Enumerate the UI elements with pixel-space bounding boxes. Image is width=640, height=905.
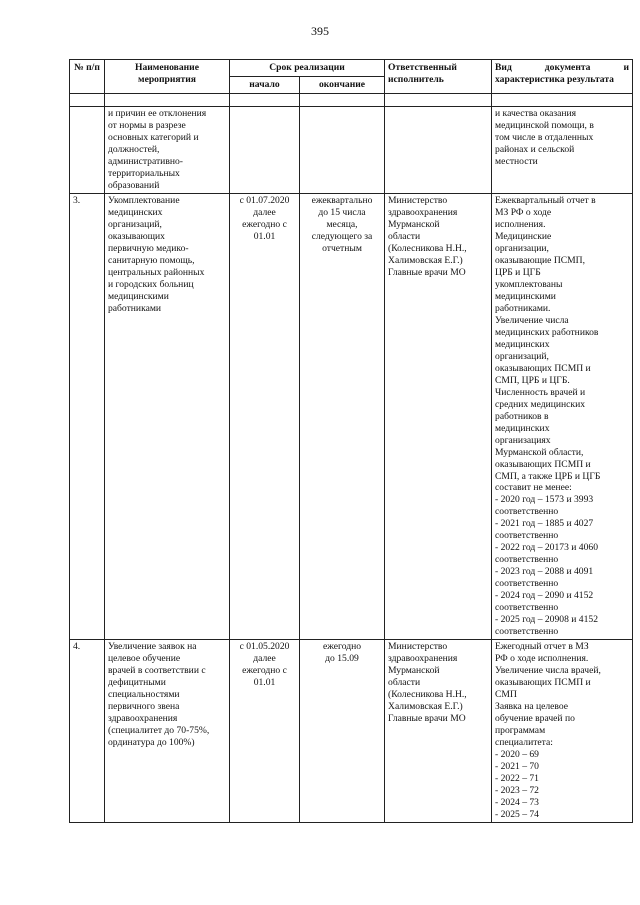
cell-line: области	[388, 230, 421, 242]
cell-line: Укомплектование	[108, 194, 180, 206]
cell-line: работниками.	[495, 302, 551, 314]
header-name: Наименование мероприятия	[105, 60, 230, 94]
cell-line: - 2024 – 73	[495, 797, 539, 809]
row-document	[492, 640, 633, 823]
cell-line: ежеквартально	[311, 194, 373, 206]
cell-line: врачей в соответствии с	[108, 665, 206, 677]
cell-line: образований	[108, 179, 160, 191]
cell-line: оказывающих ПСМП и	[495, 362, 591, 374]
cell-line: медицинскими	[495, 290, 556, 302]
cell-line: медицинских	[108, 206, 163, 218]
cell-line: Увеличение числа	[495, 314, 569, 326]
cell-line: оказывающих ПСМП и	[495, 677, 591, 689]
cell-line: оказывающие ПСМП,	[495, 254, 586, 266]
cell-line: и городских больниц	[108, 278, 194, 290]
cell-line: (Колесникова Н.Н.,	[388, 242, 467, 254]
action-plan-table	[69, 59, 633, 823]
cell-line: медицинских	[495, 338, 550, 350]
cell-line: далее	[253, 206, 276, 218]
cell-line: Ежегодный отчет в МЗ	[495, 641, 589, 653]
cell-line: средних медицинских	[495, 398, 586, 410]
cell-line: соответственно	[495, 554, 559, 566]
header-document: Вид документа и характеристика результата	[492, 60, 633, 94]
cell-line: (специалитет до 70-75%,	[108, 725, 210, 737]
cell-line: ЦРБ и ЦГБ	[495, 266, 541, 278]
cell-line: СМП	[495, 689, 517, 701]
cell-line: отчетным	[322, 242, 362, 254]
row-responsible	[385, 640, 492, 823]
row-end	[300, 193, 385, 639]
cell-line: первичного звена	[108, 701, 180, 713]
cell-line: с 01.07.2020	[239, 194, 290, 206]
cell-line: организаций,	[495, 350, 549, 362]
header-responsible: Ответственный исполнитель	[385, 60, 492, 94]
cell-line: (Колесникова Н.Н.,	[388, 689, 467, 701]
cell-line: Заявка на целевое	[495, 701, 569, 713]
cell-line: работников в	[495, 410, 549, 422]
cell-line: работниками	[108, 302, 162, 314]
cell-line: организации,	[495, 242, 549, 254]
cell-line: ординатура до 100%)	[108, 737, 195, 749]
cell-line: - 2021 – 70	[495, 761, 539, 773]
header-end: окончание	[300, 76, 385, 93]
cell-line: Увеличение числа врачей,	[495, 665, 601, 677]
cell-line: Мурманской	[388, 218, 440, 230]
row-document	[492, 193, 633, 639]
cell-line: территориальных	[108, 167, 180, 179]
cell-line: составит не менее:	[495, 482, 572, 494]
cell-line: здравоохранения	[388, 206, 458, 218]
cell-line: обучение врачей по	[495, 713, 575, 725]
cell-line: - 2023 – 72	[495, 785, 539, 797]
cell-line: здравоохранения	[108, 713, 178, 725]
cell-line: Халимовская Е.Г.)	[388, 254, 463, 266]
cell-line: целевое обучение	[108, 653, 181, 665]
cell-line: специалитета:	[495, 737, 553, 749]
row-responsible	[385, 193, 492, 639]
page-number: 395	[311, 24, 329, 38]
cell-line: Медицинские	[495, 230, 552, 242]
cell-line: МЗ РФ о ходе	[495, 206, 552, 218]
table-header	[70, 60, 633, 94]
cell-line: административно-	[108, 155, 183, 167]
cell-line: - 2020 – 69	[495, 749, 539, 761]
cell-line: Мурманской области,	[495, 446, 584, 458]
cell-line: ежегодно с	[242, 665, 287, 677]
cell-line: программам	[495, 725, 546, 737]
cell-line: - 2020 год – 1573 и 3993	[495, 494, 594, 506]
row-num: 4.	[70, 640, 105, 823]
cell-line: медицинских работников	[495, 326, 599, 338]
row-start	[230, 193, 300, 639]
cell-line: Халимовская Е.Г.)	[388, 701, 463, 713]
cell-line: должностей,	[108, 143, 160, 155]
table-body	[70, 93, 633, 822]
cell-line: оказывающих	[108, 230, 165, 242]
cell-line: соответственно	[495, 626, 559, 638]
cell-line: исполнения.	[495, 218, 546, 230]
cell-line: ежегодно	[322, 641, 362, 653]
cell-line: - 2022 год – 20173 и 4060	[495, 542, 598, 554]
cell-line: санитарную помощь,	[108, 254, 195, 266]
cell-line: медицинских	[495, 422, 550, 434]
row-start	[230, 640, 300, 823]
cell-line: центральных районных	[108, 266, 205, 278]
cell-line: соответственно	[495, 578, 559, 590]
cell-line: дефицитными	[108, 677, 166, 689]
header-num: № п/п	[70, 60, 105, 94]
cell-line: Увеличение заявок на	[108, 641, 197, 653]
cell-line: 01.01	[253, 677, 276, 689]
table-row	[70, 640, 633, 823]
cell-line: до 15 числа	[318, 206, 366, 218]
cell-line: специальностями	[108, 689, 180, 701]
cell-line: Главные врачи МО	[388, 713, 466, 725]
table-row	[70, 193, 633, 639]
cell-line: медицинскими	[108, 290, 169, 302]
cell-line: следующего за	[311, 230, 373, 242]
cell-line: области	[388, 677, 421, 689]
cell-line: соответственно	[495, 530, 559, 542]
row-name	[105, 640, 230, 823]
cell-line: основных категорий и	[108, 131, 199, 143]
row-num: 3.	[70, 193, 105, 639]
spacer-row	[70, 93, 633, 106]
cell-line: Ежеквартальный отчет в	[495, 194, 596, 206]
cell-line: и качества оказания	[495, 107, 577, 119]
cell-line: 01.01	[253, 230, 276, 242]
cell-line: медицинской помощи, в	[495, 119, 594, 131]
cell-line: организаций,	[108, 218, 162, 230]
row-name	[105, 193, 230, 639]
cell-line: месяца,	[326, 218, 358, 230]
header-period: Срок реализации	[230, 60, 385, 77]
continuation-name-cell	[105, 106, 230, 193]
row-end	[300, 640, 385, 823]
cell-line: - 2022 – 71	[495, 773, 539, 785]
cell-line: организациях	[495, 434, 551, 446]
cell-line: оказывающих ПСМП и	[495, 458, 591, 470]
cell-line: - 2025 год – 20908 и 4152	[495, 614, 598, 626]
cell-line: том числе в отдаленных	[495, 131, 594, 143]
cell-line: - 2021 год – 1885 и 4027	[495, 518, 594, 530]
cell-line: - 2023 год – 2088 и 4091	[495, 566, 594, 578]
cell-line: соответственно	[495, 602, 559, 614]
cell-line: СМП, ЦРБ и ЦГБ.	[495, 374, 570, 386]
cell-line: - 2025 – 74	[495, 809, 539, 821]
cell-line: далее	[253, 653, 276, 665]
cell-line: местности	[495, 155, 538, 167]
cell-line: укомплектованы	[495, 278, 563, 290]
cell-line: с 01.05.2020	[239, 641, 290, 653]
cell-line: ежегодно с	[242, 218, 287, 230]
cell-line: Мурманской	[388, 665, 440, 677]
cell-line: районах и сельской	[495, 143, 575, 155]
header-start: начало	[230, 76, 300, 93]
table-row-continuation	[70, 106, 633, 193]
cell-line: до 15.09	[325, 653, 359, 665]
cell-line: Численность врачей и	[495, 386, 586, 398]
cell-line: первичную медико-	[108, 242, 189, 254]
cell-line: и причин ее отклонения	[108, 107, 207, 119]
cell-line: - 2024 год – 2090 и 4152	[495, 590, 594, 602]
cell-line: здравоохранения	[388, 653, 458, 665]
continuation-document-cell	[492, 106, 633, 193]
cell-line: от нормы в разрезе	[108, 119, 186, 131]
cell-line: Министерство	[388, 641, 448, 653]
cell-line: соответственно	[495, 506, 559, 518]
cell-line: РФ о ходе исполнения.	[495, 653, 589, 665]
cell-line: Главные врачи МО	[388, 266, 466, 278]
cell-line: Министерство	[388, 194, 448, 206]
cell-line: СМП, а также ЦРБ и ЦГБ	[495, 470, 601, 482]
